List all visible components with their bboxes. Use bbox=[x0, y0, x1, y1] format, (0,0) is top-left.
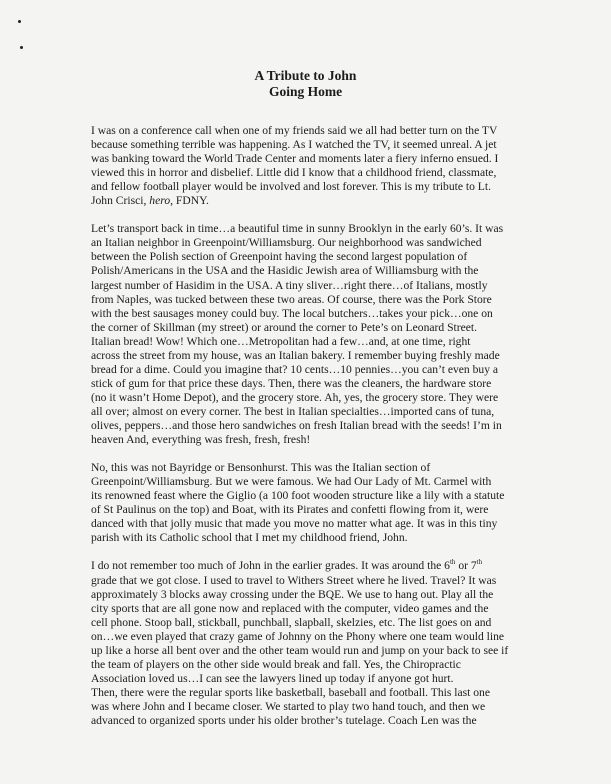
text-line: across the street from my house, was an Italian bakery. I remember buying freshly made bbox=[91, 348, 500, 362]
text-line: Then, there were the regular sports like basketball, baseball and football. This last one bbox=[91, 685, 490, 699]
text-line: viewed this in horror and disbelief. Little did I know that a childhood friend, classmate, bbox=[91, 166, 497, 180]
text-line: on…we even played that crazy game of Johnny on the Phony where one team would line bbox=[91, 629, 505, 643]
text-line: bread for a dime. Could you imagine that? 10 cents…10 pennies…you can’t even buy a bbox=[91, 362, 499, 376]
text-line: cell phone. Stoop ball, stickball, punchball, slapball, skelzies, etc. The list goes on and bbox=[91, 615, 492, 629]
document-title: A Tribute to John bbox=[254, 68, 357, 83]
emphasis: hero bbox=[149, 194, 171, 208]
text-line: and fellow football player would be involved and lost forever. This is my tribute to Lt. bbox=[91, 180, 492, 194]
text-line: the corner of Skillman (my street) or around the corner to Pete’s on Leonard Street. bbox=[91, 320, 478, 334]
paragraph-3 bbox=[91, 461, 533, 545]
text-line: city sports that are all gone now and replaced with the computer, video games and the bbox=[91, 601, 489, 615]
paragraph-4 bbox=[91, 559, 533, 728]
text-line: was banking toward the World Trade Center and moments later a fiery inferno ensued. I bbox=[91, 152, 499, 166]
text-run: or 7 bbox=[455, 559, 477, 573]
text-line: John Crisci, hero, FDNY. bbox=[91, 194, 209, 208]
document-subtitle: Going Home bbox=[268, 84, 343, 99]
text-line: grade that we got close. I used to travel to Withers Street where he lived. Travel? It was bbox=[91, 573, 497, 587]
text-line: largest number of Hasidim in the USA. A tiny sliver…right there…of Italians, mostly bbox=[91, 278, 488, 292]
text-line: with the best sausages money could buy. The local butchers…takes your pick…one on bbox=[91, 306, 493, 320]
text-line: of St Paulinus on the top) and Boat, with its Pirates and confetti flowing from it, were bbox=[91, 503, 489, 517]
paragraph-lines bbox=[91, 574, 533, 729]
text-line: Greenpoint/Williamsburg. But we were famous. We had Our Lady of Mt. Carmel with bbox=[91, 475, 492, 489]
text-line: between the Polish section of Greenpoint having the second largest population of bbox=[91, 250, 468, 264]
text-line: I was on a conference call when one of my friends said we all had better turn on the TV bbox=[91, 124, 498, 137]
paragraph-2 bbox=[91, 222, 533, 447]
text-line: (no it wasn’t Home Depot), and the grocery store. Ah, yes, the grocery store. They were bbox=[91, 390, 499, 404]
paragraph-group bbox=[91, 124, 533, 545]
text-line: Association loved us…I can see the lawyers lined up today if anyone got hurt. bbox=[91, 671, 454, 685]
text-line: No, this was not Bayridge or Bensonhurst. This was the Italian section of bbox=[91, 461, 431, 475]
scan-speck bbox=[18, 20, 21, 23]
text-line: up like a horse all bent over and the other team would run and jump on your back to see if bbox=[91, 643, 509, 657]
text-line: danced with that jolly music that made you move no matter what age. It was in this tiny bbox=[91, 517, 498, 531]
text-line: Polish/Americans in the USA and the Hasidic Jewish area of Williamsburg with the bbox=[91, 264, 479, 278]
scan-speck bbox=[20, 46, 23, 49]
text-line: Let’s transport back in time…a beautiful time in sunny Brooklyn in the early 60’s. It was bbox=[91, 222, 504, 236]
text-line: was where John and I became closer. We started to play two hand touch, and then we bbox=[91, 699, 486, 713]
text-line: the team of players on the other side would break and fall. Yes, the Chiropractic bbox=[91, 657, 461, 671]
text-line: parish with its Catholic school that I met my childhood friend, John. bbox=[91, 531, 408, 545]
text-line: its renowned feast where the Giglio (a 100 foot wooden structure like a lily with a statute bbox=[91, 489, 505, 503]
ordinal-suffix: th bbox=[449, 558, 456, 567]
document-body bbox=[91, 124, 533, 728]
paragraph-1 bbox=[91, 124, 533, 208]
title-block bbox=[0, 68, 611, 100]
text-line: from Naples, was tucked between these two areas. Of course, there was the Pork Store bbox=[91, 292, 492, 306]
text-line: an Italian neighbor in Greenpoint/Williamsburg. Our neighborhood was sandwiched bbox=[91, 236, 482, 250]
text-line: approximately 3 blocks away crossing under the BQE. We use to hang out. Play all the bbox=[91, 587, 494, 601]
text-line: because something terrible was happening. As I watched the TV, it seemed unreal. A jet bbox=[91, 138, 497, 152]
text-run: I do not remember too much of John in the earlier grades. It was around the 6 bbox=[91, 559, 450, 573]
text-line: heaven And, everything was fresh, fresh, fresh! bbox=[91, 433, 311, 447]
text-line: all over; almost on every corner. The best in Italian specialties…imported cans of tuna, bbox=[91, 404, 495, 418]
ordinal-suffix: th bbox=[476, 558, 483, 567]
text-line bbox=[91, 559, 533, 573]
text-line: advanced to organized sports under his older brother’s tutelage. Coach Len was the bbox=[91, 713, 477, 727]
text-line: Italian bread! Wow! Which one…Metropolitan had a few…and, at one time, right bbox=[91, 334, 471, 348]
text-line: olives, peppers…and those hero sandwiches on fresh Italian bread with the seeds! I’m in bbox=[91, 418, 502, 432]
text-line: stick of gum for that price these days. Then, there was the cleaners, the hardware store bbox=[91, 376, 492, 390]
